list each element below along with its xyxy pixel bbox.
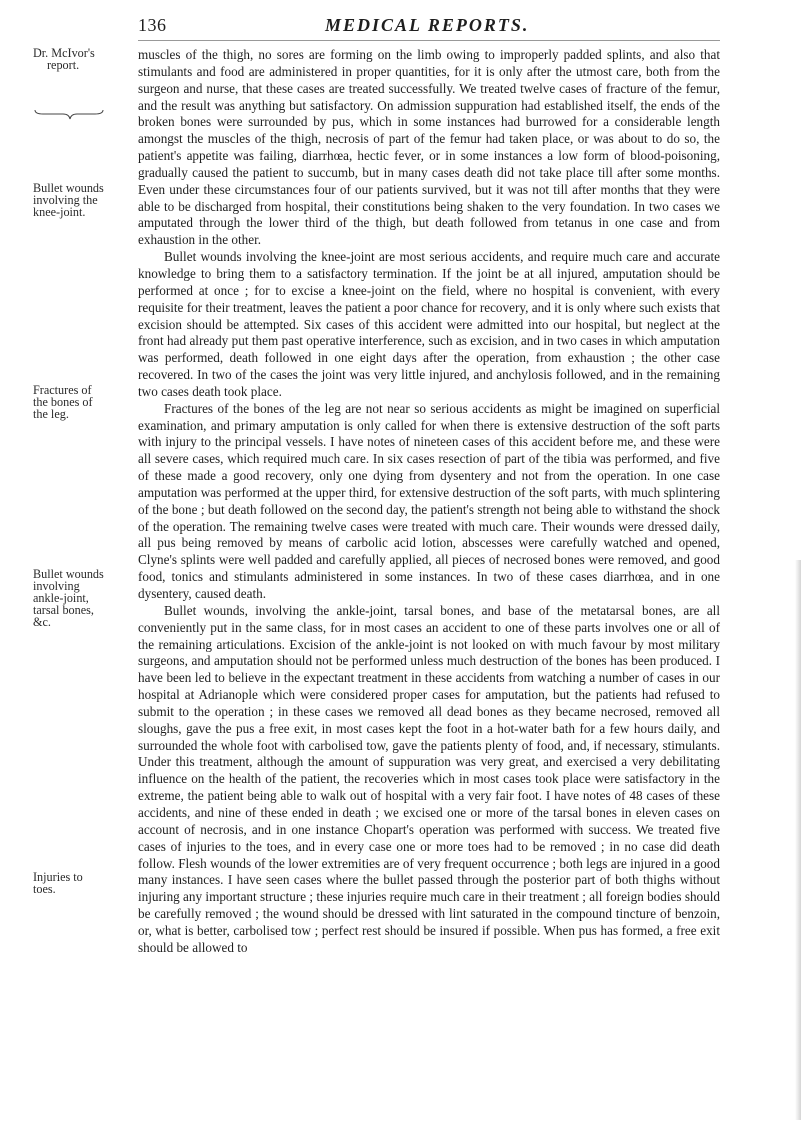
margin-note-line: Fractures of: [33, 383, 92, 397]
margin-note-line: the bones of: [33, 395, 93, 409]
margin-note-line: Injuries to: [33, 870, 83, 884]
margin-note-line: ankle-joint,: [33, 591, 89, 605]
margin-note-leg-fractures: [33, 384, 131, 420]
margin-note-knee-joint: [33, 182, 131, 218]
running-title: MEDICAL REPORTS.: [325, 15, 530, 35]
margin-note-toes: [33, 871, 131, 895]
page-header: [0, 15, 801, 41]
header-rule: [138, 40, 720, 41]
margin-note-line: involving the: [33, 193, 98, 207]
paragraph: Bullet wounds involving the knee-joint are most serious accidents, and require much care and accurate knowledge to bring them to a satisfactory termination. If the joint be at all injured, amputation should be performed at once ; for to excise a knee-joint on the field, where no hospital is convenient, with every requisite for their treatment, leaves the patient a poor chance for recovery, and it is only where such exists that excision should be attempted. Six cases of this accident were admitted into our hospital, but neglect at the front had already put them past operative interference, such as excision, and in two cases in which amputation was performed, death followed in one eight days after the operation, from exhaustion ; the other case recovered. In two of the cases the joint was very little injured, and anchylosis followed, and in the remaining two cases death took place.: [138, 249, 720, 399]
margin-note-ankle-joint: [33, 568, 131, 628]
paragraph: Bullet wounds, involving the ankle-joint, tarsal bones, and base of the metatarsal bones, are all conveniently put in the same class, for in most cases an accident to one of these parts involves one or all of the remaining articulations. Excision of the ankle-joint is not looked on with much favour by most military surgeons, and amputation should not be performed unless much destruction of the bones has been produced. I have been led to believe in the expectant treatment in these accidents from watching a number of cases in our hospital at Adrianople which were considered proper cases for amputation, but the patients had refused to submit to the operation ; in these cases we removed all dead bones as they became necrosed, removed all sloughs, gave the pus a free exit, in most cases kept the foot in a hot-water bath for a few hours daily, and surrounded the whole foot with carbolised tow, gave the patients plenty of food, and, if necessary, stimulants. Under this treatment, although the amount of suppuration was very great, and exercised a very debilitating influence on the health of the patient, the recoveries which in most cases took place were satisfactory in the extreme, the patient being able to walk out of hospital with a very fair foot. I have notes of 48 cases of these accidents, and nine of these ended in death ; we excised one or more of the tarsal bones in eleven cases on account of necrosis, and in one instance Chopart's operation was performed with success. We treated five cases of injuries to the toes, and in every case one or more toes had to be removed ; in no case did death follow. Flesh wounds of the lower extremities are of very frequent occurrence ; both legs are injured in a good many instances. I have seen cases where the bullet passed through the posterior part of both thighs without injuring any important structure ; these injuries require much care in their treatment ; all foreign bodies should be carefully removed ; the wound should be dressed with lint saturated in the compound tincture of benzoin, or, what is better, carbolised tow ; perfect rest should be insured if possible. When pus has formed, a free exit should be allowed to: [138, 602, 720, 955]
margin-note-line: involving: [33, 579, 80, 593]
page-edge-shadow: [795, 560, 801, 1120]
margin-note-report: [33, 47, 131, 71]
margin-note-line: Bullet wounds: [33, 181, 104, 195]
margin-note-line: &c.: [33, 615, 51, 629]
margin-note-line: tarsal bones,: [33, 603, 94, 617]
page-number: 136: [138, 15, 167, 35]
paragraph: Fractures of the bones of the leg are not near so serious accidents as might be imagined on superficial examination, and primary amputation is only called for when there is extensive destruction of the soft parts with injury to the principal vessels. I have notes of nineteen cases of this accident before me, and these were all severe cases, which required much care. In six cases resection of part of the tibia was performed, and five of these made a good recovery, only one dying from dysentery and not from the operation. In one case amputation was performed at the upper third, for extensive destruction of the soft parts, with much splintering of the bone ; but death followed on the second day, the patient's strength not being able to withstand the shock of the operation. The remaining twelve cases were treated with much care. Their wounds were dressed daily, all pus being removed by means of carbolic acid lotion, abscesses were carefully watched and opened, Clyne's splints were well padded and carefully applied, all pieces of necrosed bones were removed, and good food, tonics and stimulants administered in some instances. In two of these cases diarrhœa, and in one dysentery, caused death.: [138, 400, 720, 601]
brace-mark: [33, 107, 105, 121]
body-text: [138, 47, 720, 957]
margin-note-line: report.: [47, 58, 80, 72]
margin-note-line: knee-joint.: [33, 205, 86, 219]
margin-note-line: the leg.: [33, 407, 69, 421]
paragraph: muscles of the thigh, no sores are forming on the limb owing to improperly padded splints, and also that stimulants and food are administered in proper quantities, for it is only after the utmost care, both from the surgeon and nurse, that these cases are treated successfully. We treated twelve cases of fracture of the femur, and the result was anything but satisfactory. On admission suppuration had established itself, the ends of the broken bones were surrounded by pus, which in some instances had burrowed for a considerable length amongst the muscles of the thigh, necrosis of part of the femur had taken place, or was about to do so, the patient's appetite was failing, diarrhœa, hectic fever, or in some instances a low form of blood-poisoning, gradually caused the patient to succumb, but in many cases death did not take place till after some months. Even under these circumstances four of our patients survived, but it was not till after months that they were able to be discharged from hospital, their constitutions being shaken to the very foundation. In two cases we amputated through the lower third of the thigh, but death followed from tetanus in one case and from exhaustion in the other.: [138, 47, 720, 248]
margin-note-line: toes.: [33, 882, 56, 896]
margin-note-line: Bullet wounds: [33, 567, 104, 581]
margin-note-line: Dr. McIvor's: [33, 46, 95, 60]
